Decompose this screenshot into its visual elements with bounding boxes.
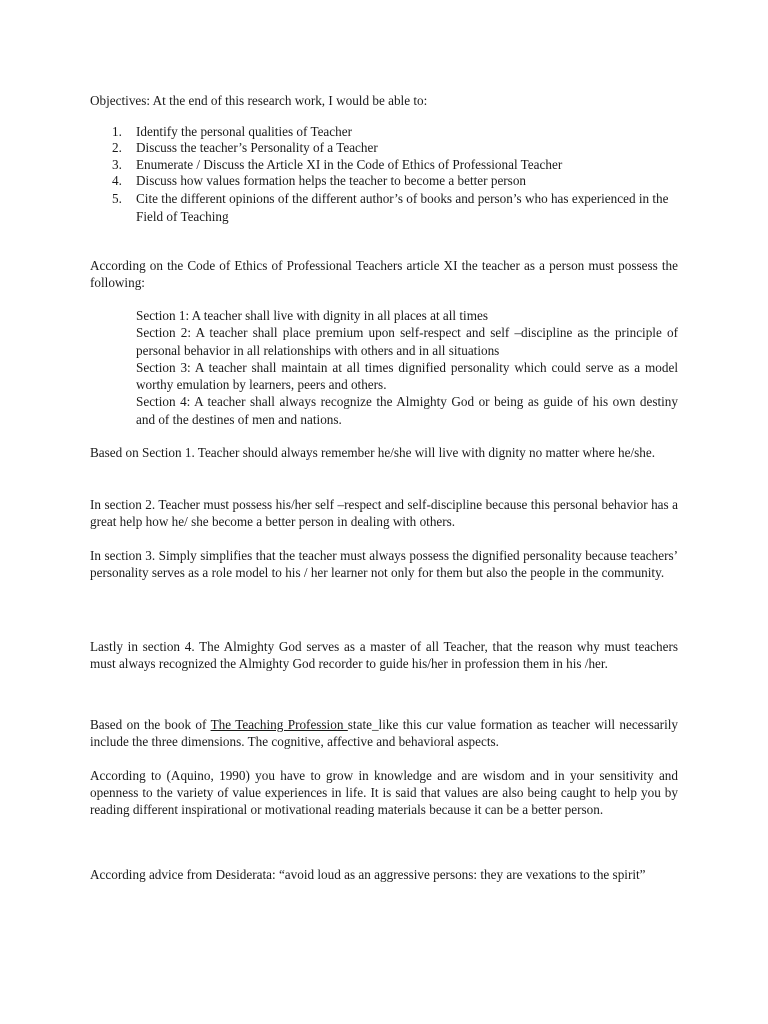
code-intro-paragraph: According on the Code of Ethics of Professional Teachers article XI the teacher as a person must possess the following: <box>90 258 678 290</box>
list-item: 2. Discuss the teacher’s Personality of a Teacher <box>112 140 378 156</box>
section-4-text: Section 4: A teacher shall always recognize the Almighty God or being as guide of his own destiny and of the destines of men and nations. <box>136 394 678 427</box>
objectives-list <box>90 124 678 226</box>
list-item: 1. Identify the personal qualities of Teacher <box>112 124 352 139</box>
section-1-commentary: Based on Section 1. Teacher should always remember he/she will live with dignity no matter where he/she. <box>90 445 656 460</box>
list-item: 3. Enumerate / Discuss the Article XI in the Code of Ethics of Professional Teacher <box>112 156 563 172</box>
objectives-intro: Objectives: At the end of this research work, I would be able to: <box>90 93 428 108</box>
book-paragraph: Based on the book of The Teaching Profession state_like this cur value formation as teacher will necessarily include the three dimensions. The cognitive, affective and behavioral aspects. <box>90 717 678 749</box>
section-3-commentary: In section 3. Simply simplifies that the teacher must always possess the dignified personality because teachers’ personality serves as a role model to his / her learner not only for them but also the people in the community. <box>90 548 678 580</box>
section-4-commentary: Lastly in section 4. The Almighty God serves as a master of all Teacher, that the reason why must teachers must always recognized the Almighty God recorder to guide his/her in profession them in his /her. <box>90 639 678 671</box>
section-3-text: Section 3: A teacher shall maintain at all times dignified personality which could serve as a model worthy emulation by learners, peers and others. <box>136 359 678 393</box>
list-item: 5. Cite the different opinions of the different author’s of books and person’s who has experienced in the Field of Teaching <box>112 190 669 224</box>
book-title: The Teaching Profession <box>210 717 348 732</box>
section-2-text: Section 2: A teacher shall place premium upon self-respect and self –discipline as the principle of personal behavior in all relationships with others and in all situations <box>136 325 678 358</box>
sections-block <box>136 307 678 428</box>
list-item: 4. Discuss how values formation helps the teacher to become a better person <box>112 173 527 189</box>
section-2-commentary: In section 2. Teacher must possess his/her self –respect and self-discipline because this personal behavior has a great help how he/ she become a better person in dealing with others. <box>90 497 678 529</box>
aquino-paragraph: According to (Aquino, 1990) you have to grow in knowledge and are wisdom and in your sensitivity and openness to the variety of value experiences in life. It is said that values are also being caught to help you by reading different inspirational or motivational reading materials because it can be a better person. <box>90 768 678 817</box>
section-1-text: Section 1: A teacher shall live with dignity in all places at all times <box>136 308 488 323</box>
desiderata-paragraph: According advice from Desiderata: “avoid loud as an aggressive persons: they are vexations to the spirit” <box>90 867 646 882</box>
